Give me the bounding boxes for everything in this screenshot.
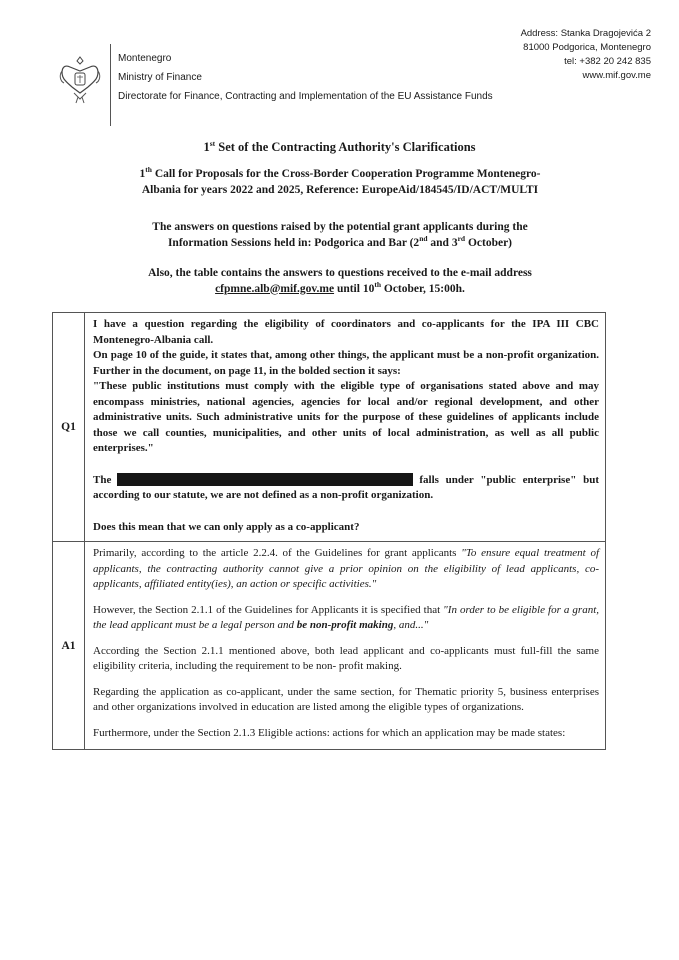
coat-of-arms-icon — [58, 53, 102, 105]
ministry-name: Ministry of Finance — [118, 72, 202, 83]
document-title: 1st Set of the Contracting Authority's Clarifications — [203, 138, 476, 154]
question-row — [53, 313, 605, 542]
organization-block — [118, 49, 493, 106]
call-heading: 1th Call for Proposals for the Cross-Border Cooperation Programme Montenegro- Albania for years 2022 and 2025, Reference: EuropeAid/184545/ID/ACT/MULTI — [139, 165, 541, 196]
answer-row — [53, 542, 605, 750]
email-note: Also, the table contains the answers to questions received to the e-mail address cfpmne.alb@mif.gov.me until 10th October, 15:00h. — [148, 267, 532, 295]
question-text: I have a question regarding the eligibility of coordinators and co-applicants for the IPA III CBC Montenegro-Albania call. On page 10 of the guide, it states that, among other things, the applicant must be a non-profit organization. Further in the document, on page 11, in the bolded section it says: "These public institutions must comply with the eligible type of organisations stated above and may encompass ministries, national agencies, agencies for local and/or regional development, and other administrative units. Such administrative units for the purpose of these guidelines of applicants include those we call counties, municipalities, and other units of local administration, as well as all public enterprises." The falls under "public enterprise" but according to our statute, we are not defined as a non-profit organization. Does this mean that we can only apply as a co-applicant? — [93, 318, 599, 533]
header-divider — [110, 44, 111, 126]
answer-text: Primarily, according to the article 2.2.4. of the Guidelines for grant applicants "To ensure equal treatment of applicants, the contracting authority cannot give a prior opinion on the eligibility of lead applicants, co-applicants, affiliated entity(ies), an action or specific activities." However, the Section 2.1.1 of the Guidelines for Applicants it is specified that "In order to be eligible for a grant, the lead applicant must be a legal person and be non-profit making, and..." According the Section 2.1.1 mentioned above, both lead applicant and co-applicants must full-fill the same eligibility criteria, including the requirement to be non- profit making. Regarding the application as co-applicant, under the same section, for Thematic priority 5, business enterprises and other organizations involved in education are listed among the eligible types of organizations. Furthermore, under the Section 2.1.3 Eligible actions: actions for which an application may be made states: — [93, 547, 600, 739]
country-name: Montenegro — [118, 53, 172, 64]
qa-table — [52, 312, 606, 750]
email-link[interactable]: cfpmne.alb@mif.gov.me — [215, 282, 335, 295]
address-phone: tel: +382 20 242 835 — [564, 56, 651, 67]
address-line: Address: Stanka Dragojevića 2 — [520, 28, 651, 39]
sessions-note: The answers on questions raised by the potential grant applicants during the Information Sessions held in: Podgorica and Bar (2nd and 3rd October) — [152, 221, 528, 249]
address-website: www.mif.gov.me — [582, 70, 651, 81]
answer-label: A1 — [53, 542, 85, 749]
address-block — [521, 27, 651, 83]
address-city: 81000 Podgorica, Montenegro — [523, 42, 651, 53]
directorate-name: Directorate for Finance, Contracting and Implementation of the EU Assistance Funds — [118, 91, 493, 102]
question-label: Q1 — [53, 313, 85, 541]
redacted-block — [117, 473, 413, 486]
